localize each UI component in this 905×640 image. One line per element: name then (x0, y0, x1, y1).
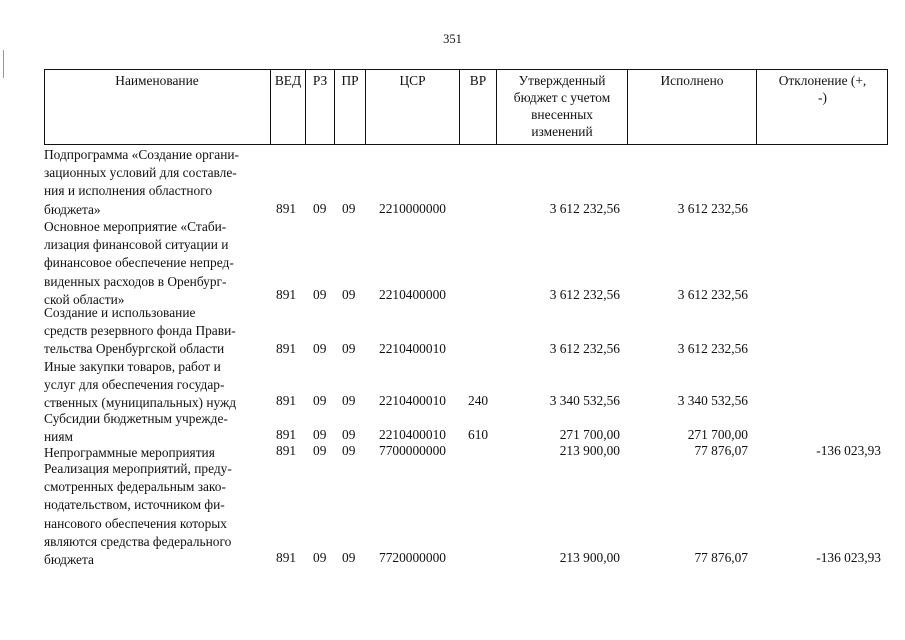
cell-csr: 2210000000 (379, 201, 446, 216)
cell-csr: 7700000000 (379, 443, 446, 458)
cell-budget: 3 612 232,56 (549, 287, 620, 302)
table-row (0, 358, 905, 410)
cell-csr: 2210400010 (379, 341, 446, 356)
row-name: Основное мероприятие «Стаби- лизация финансовой ситуации и финансовое обеспечение непред- виденных расходов в Оренбург- ской области» (44, 219, 234, 307)
cell-rz: 09 (313, 393, 327, 408)
cell-pr: 09 (342, 443, 356, 458)
margin-mark (3, 50, 4, 78)
cell-budget: 213 900,00 (559, 550, 620, 565)
cell-pr: 09 (342, 287, 356, 302)
cell-rz: 09 (313, 341, 327, 356)
header-pr: ПР (341, 73, 359, 88)
cell-deviation: -136 023,93 (816, 443, 881, 458)
cell-pr: 09 (342, 201, 356, 216)
cell-ved: 891 (276, 201, 297, 216)
cell-rz: 09 (313, 550, 327, 565)
cell-pr: 09 (342, 427, 356, 442)
cell-done: 3 612 232,56 (677, 201, 748, 216)
cell-done: 77 876,07 (694, 550, 748, 565)
cell-csr: 7720000000 (379, 550, 446, 565)
header-rz: РЗ (312, 73, 328, 88)
cell-rz: 09 (313, 427, 327, 442)
cell-ved: 891 (276, 443, 297, 458)
table-row (0, 444, 905, 460)
header-top-rule (44, 69, 888, 70)
header-budget: Утвержденный бюджет с учетом внесенных изменений (513, 73, 611, 139)
row-name: Субсидии бюджетным учрежде- ниям (44, 411, 228, 445)
cell-budget: 213 900,00 (559, 443, 620, 458)
cell-done: 77 876,07 (694, 443, 748, 458)
cell-done: 271 700,00 (687, 427, 748, 442)
table-row (0, 146, 905, 218)
header-done: Исполнено (660, 73, 724, 88)
cell-budget: 3 340 532,56 (549, 393, 620, 408)
cell-budget: 3 612 232,56 (549, 341, 620, 356)
cell-deviation: -136 023,93 (816, 550, 881, 565)
row-name: Реализация мероприятий, преду- смотренных федеральным зако- нодательством, источником фи- нансового обеспечения которых являются средства федерального бюджета (44, 461, 232, 568)
cell-vr: 610 (468, 427, 489, 442)
row-name: Подпрограмма «Создание органи- зационных условий для составле- ния и исполнения областного бюджета» (44, 147, 239, 217)
cell-rz: 09 (313, 201, 327, 216)
table-row (0, 410, 905, 444)
row-name: Иные закупки товаров, работ и услуг для обеспечения государ- ственных (муниципальных) нужд (44, 359, 237, 411)
header-ved: ВЕД (274, 73, 302, 88)
cell-pr: 09 (342, 550, 356, 565)
cell-ved: 891 (276, 393, 297, 408)
header-csr: ЦСР (399, 73, 426, 88)
cell-vr: 240 (468, 393, 489, 408)
cell-pr: 09 (342, 341, 356, 356)
header-name: Наименование (115, 73, 199, 88)
cell-ved: 891 (276, 287, 297, 302)
cell-done: 3 612 232,56 (677, 287, 748, 302)
cell-rz: 09 (313, 443, 327, 458)
header-bottom-rule (44, 144, 888, 145)
cell-done: 3 340 532,56 (677, 393, 748, 408)
page-number: 351 (443, 32, 462, 46)
table-row (0, 304, 905, 358)
row-name: Непрограммные мероприятия (44, 445, 215, 460)
header-deviation: Отклонение (+, -) (778, 73, 867, 105)
cell-budget: 3 612 232,56 (549, 201, 620, 216)
cell-ved: 891 (276, 550, 297, 565)
cell-budget: 271 700,00 (559, 427, 620, 442)
cell-rz: 09 (313, 287, 327, 302)
cell-csr: 2210400000 (379, 287, 446, 302)
row-name: Создание и использование средств резервного фонда Прави- тельства Оренбургской области (44, 305, 236, 357)
cell-done: 3 612 232,56 (677, 341, 748, 356)
cell-pr: 09 (342, 393, 356, 408)
header-vr: ВР (469, 73, 487, 88)
table-row (0, 460, 905, 567)
cell-ved: 891 (276, 341, 297, 356)
cell-csr: 2210400010 (379, 427, 446, 442)
cell-csr: 2210400010 (379, 393, 446, 408)
cell-ved: 891 (276, 427, 297, 442)
table-row (0, 218, 905, 307)
